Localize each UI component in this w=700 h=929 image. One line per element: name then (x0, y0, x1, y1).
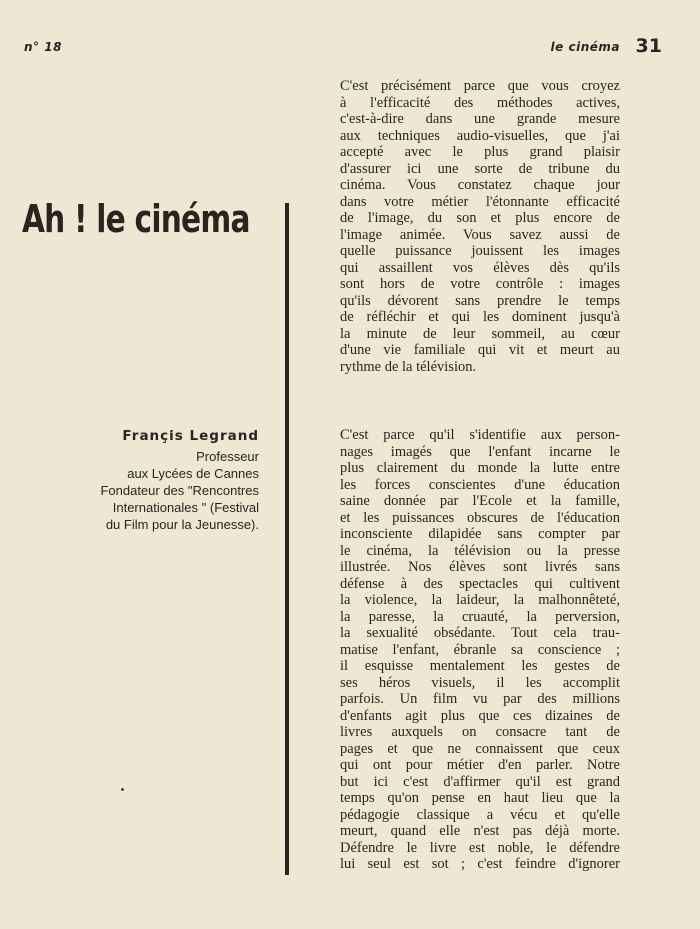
text-line: c'est-à-dire dans une grande mesure (340, 111, 620, 127)
text-line: qui assaillent vos élèves dès qu'ils (340, 259, 620, 276)
issue-number: n° 18 (24, 40, 62, 54)
text-line: ses héros visuels, il les accomplit (340, 674, 620, 691)
text-line: d'une vie familiale qui vit et meurt au (340, 342, 620, 358)
text-line: cinéma. Vous constatez chaque jour (340, 177, 620, 193)
paragraph-2 (340, 427, 620, 873)
text-line: rythme de la télévision. (340, 358, 477, 375)
text-line: et les puissances obscures de l'éducation (340, 509, 620, 526)
author-block (59, 428, 259, 533)
text-line: sont hors de votre contrôle : images (340, 276, 620, 292)
text-line: illustrée. Nos élèves sont livrés sans (340, 559, 620, 575)
text-line: qui ont pour métier d'en parler. Notre (340, 757, 620, 773)
text-line: inconsciente dilapidée sans compter par (340, 526, 620, 542)
text-line: la minute de leur sommeil, au cœur (340, 325, 620, 342)
text-line: saine donnée par l'Ecole et la famille, (340, 493, 620, 509)
text-line: plus clairement du monde la lutte entre (340, 460, 620, 476)
section-name: le cinéma (550, 40, 620, 54)
text-line: la violence, la laideur, la malhonnêteté, (340, 592, 620, 608)
text-line: d'assurer ici une sorte de tribune du (340, 160, 620, 177)
text-line: la paresse, la cruauté, la perversion, (340, 608, 620, 625)
author-credential: Fondateur des "Rencontres (100, 483, 259, 498)
text-line: lui seul est sot ; c'est feindre d'ignorer (340, 856, 620, 872)
text-line: but ici c'est d'affirmer qu'il est grand (340, 773, 620, 790)
text-line: Défendre le livre est noble, le défendre (340, 839, 620, 856)
page-number: 31 (635, 35, 662, 57)
ink-speck (121, 788, 124, 791)
text-line: meurt, quand elle n'est pas déjà morte. (340, 823, 620, 839)
text-line: pédagogie classique a vécu et qu'elle (340, 806, 620, 823)
text-line: pages et que ne connaissent que ceux (340, 740, 620, 757)
paragraph-1 (340, 78, 620, 375)
text-line: qu'ils dévorent sans prendre le temps (340, 292, 620, 309)
text-line: dans votre métier l'étonnante efficacité (340, 193, 620, 210)
text-line: les forces conscientes d'une éducation (340, 476, 620, 493)
text-line: parfois. Un film vu par des millions (340, 691, 620, 707)
article-title: Ah ! le cinéma (22, 197, 250, 241)
text-line: quelle puissance jouissent les images (340, 243, 620, 259)
text-line: C'est parce qu'il s'identifie aux person- (340, 427, 620, 443)
author-credential: Internationales " (Festival (112, 500, 259, 515)
text-line: matise l'enfant, ébranle sa conscience ; (340, 641, 620, 658)
text-line: livres auxquels on consacre tant de (340, 724, 620, 740)
text-line: de l'image, du son et plus encore de (340, 210, 620, 226)
author-credential: Professeur (196, 449, 259, 464)
text-line: nages imagés que l'enfant incarne le (340, 443, 620, 460)
author-name: Françis Legrand (122, 428, 259, 444)
text-line: le cinéma, la télévision ou la presse (340, 542, 620, 559)
author-credential: du Film pour la Jeunesse). (105, 517, 259, 532)
text-line: de réfléchir et qui les dominent jusqu'à (340, 309, 620, 325)
author-credential: aux Lycées de Cannes (127, 466, 259, 481)
text-line: temps qu'on pense en haut lieu que la (340, 790, 620, 806)
text-line: défense à des spectacles qui cultivent (340, 575, 620, 592)
text-line: il esquisse mentalement les gestes de (340, 658, 620, 674)
text-line: aux techniques audio-visuelles, que j'ai (340, 127, 620, 144)
text-line: C'est précisément parce que vous croyez (340, 78, 620, 94)
text-line: la sexualité obsédante. Tout cela trau- (340, 625, 620, 641)
vertical-rule (285, 203, 289, 875)
text-line: l'image animée. Vous savez aussi de (340, 226, 620, 243)
text-line: d'enfants agit plus que ces dizaines de (340, 707, 620, 724)
text-line: accepté avec le plus grand plaisir (340, 144, 620, 160)
text-line: à l'efficacité des méthodes actives, (340, 94, 620, 111)
